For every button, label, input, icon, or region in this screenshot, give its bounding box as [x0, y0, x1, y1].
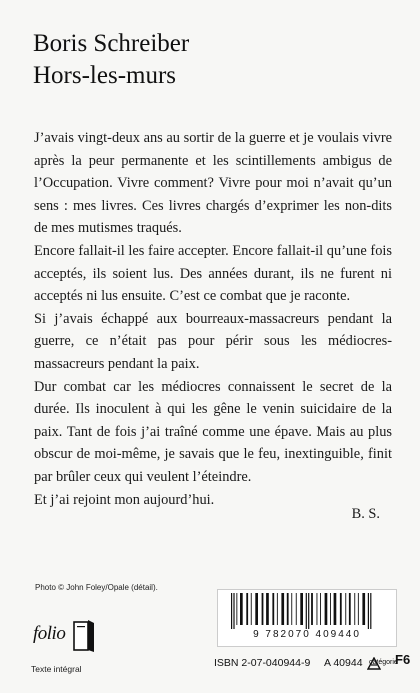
book-title: Hors-les-murs	[33, 62, 177, 89]
barcode-bars	[229, 593, 387, 629]
publisher-name: folio	[33, 623, 66, 644]
publisher-logo	[33, 619, 101, 653]
category-label: catégorie	[369, 659, 398, 666]
blurb-paragraph: Si j’avais échappé aux bourreaux-massacreurs pendant la guerre, ce n’était pas pour périr sous les médiocres-massacreurs pendant la paix.	[34, 310, 392, 372]
collection-label: Texte intégral	[31, 664, 82, 674]
category-code: F6	[395, 652, 411, 667]
barcode	[217, 589, 397, 647]
author-name: Boris Schreiber	[33, 30, 190, 57]
blurb-paragraph: Et j’ai rejoint mon aujourd’hui.	[34, 491, 215, 508]
blurb-paragraph: Encore fallait-il les faire accepter. Encore fallait-il qu’une fois acceptés, ils soient lus. Des années durant, ils ne furent ni acceptés ni lus ensuite. C’est ce combat que je raconte.	[34, 242, 392, 305]
signature: B. S.	[351, 506, 380, 522]
blurb-paragraph: J’avais vingt-deux ans au sortir de la guerre et je voulais vivre après la peur permanente et les scintillements ambigus de l’Occupation. Vivre comment? Vivre pour moi n’avait qu’un sens : mes livres. Ces livres chargés d’exprimer les non-dits de mes mutismes traqués.	[34, 130, 392, 237]
folio-book-icon	[73, 619, 95, 653]
isbn: ISBN 2-07-040944-9	[214, 657, 311, 669]
photo-credit: Photo © John Foley/Opale (détail).	[35, 583, 158, 592]
blurb-paragraph: Dur combat car les médiocres connaissent le secret de la durée. Ils inoculent à qui les gêne le venin suicidaire de la paix. Tant de fois j’ai traîné comme une épave. Mais au plus obscur de moi-même, je savais que le feu, inextinguible, finit par brûler ceux qui veulent l’éteindre.	[34, 378, 392, 485]
barcode-number: 9 782070 409440	[253, 629, 361, 640]
blurb	[34, 127, 392, 511]
reference-number: A 40944	[324, 657, 363, 669]
